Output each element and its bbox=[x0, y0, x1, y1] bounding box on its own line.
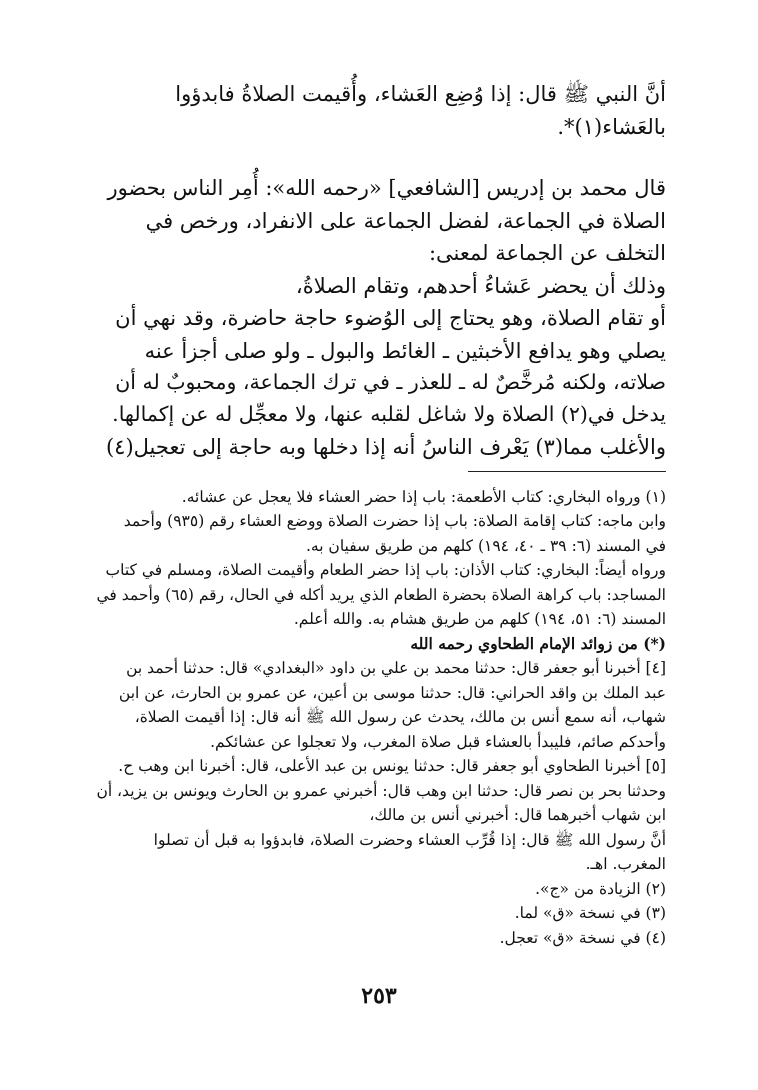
footnote-line: [٥] أخبرنا الطحاوي أبو جعفر قال: حدثنا يونس بن عبد الأعلى، قال: أخبرنا ابن وهب ح. bbox=[118, 757, 666, 776]
body-line: التخلف عن الجماعة لمعنى: bbox=[428, 241, 666, 266]
footnote-line: ابن شهاب أخبرهما قال: أخبرني أنس بن مالك، bbox=[369, 806, 666, 825]
footnote-line: أنَّ رسول الله ﷺ قال: إذا قُرِّب العشاء وحضرت الصلاة، فابدؤوا به قبل أن تصلوا bbox=[153, 830, 666, 849]
quote-line: بالعَشاء(١)*. bbox=[557, 114, 666, 139]
body-line: يدخل في(٢) الصلاة ولا شاغل لقلبه عنها، ولا معجِّل له عن إكمالها. bbox=[112, 402, 666, 427]
footnote-separator bbox=[468, 471, 666, 472]
body-line: قال محمد بن إدريس [الشافعي] «رحمه الله»: أُمِر الناس بحضور bbox=[107, 176, 666, 200]
footnote-line: (٢) الزيادة من «ج». bbox=[535, 879, 666, 898]
footnote-line: (٣) في نسخة «ق» لما. bbox=[514, 904, 666, 923]
footnote-line: شهاب، أنه سمع أنس بن مالك، يحدث عن رسول الله ﷺ أنه قال: إذا أقيمت الصلاة، bbox=[134, 708, 666, 727]
footnote-line: وابن ماجه: كتاب إقامة الصلاة: باب إذا حضرت الصلاة ووضع العشاء رقم (٩٣٥) وأحمد bbox=[123, 512, 666, 531]
main-body-text bbox=[106, 172, 666, 463]
page-number: ٢٥٣ bbox=[361, 983, 397, 1009]
body-line: وذلك أن يحضر عَشاءُ أحدهم، وتقام الصلاةُ، bbox=[295, 273, 666, 298]
quote-line: أنَّ النبي ﷺ قال: إذا وُضِع العَشاء، وأُقيمت الصلاةُ فابدؤوا bbox=[175, 82, 666, 106]
body-line: الصلاة في الجماعة، لفضل الجماعة على الانفراد، ورخص في bbox=[145, 208, 666, 233]
footnote-line: ورواه أيضاً: البخاري: كتاب الأذان: باب إذا حضر الطعام وأقيمت الصلاة، ومسلم في كتاب bbox=[105, 561, 666, 580]
footnote-line: المساجد: باب كراهة الصلاة بحضرة الطعام الذي يريد أكله في الحال، رقم (٦٥) وأحمد في bbox=[96, 585, 666, 604]
footnote-line: في المسند (٦: ٣٩ ـ ٤٠، ١٩٤) كلهم من طريق سفيان به. bbox=[305, 536, 666, 555]
footnote-heading: (*) من زوائد الإمام الطحاوي رحمه الله bbox=[410, 633, 666, 653]
body-line: يصلي وهو يدافع الأخبثين ـ الغائط والبول ـ ولو صلى أجزأ عنه bbox=[144, 338, 666, 363]
footnote-line: المسند (٦: ٥١، ١٩٤) كلهم من طريق هشام به. والله أعلم. bbox=[293, 610, 666, 629]
body-line: أو تقام الصلاة، وهو يحتاج إلى الوُضوء حاجة حاضرة، وقد نهي أن bbox=[115, 306, 666, 331]
hadith-quote bbox=[106, 78, 666, 143]
footnote-line: عبد الملك بن واقد الحراني: قال: حدثنا موسى بن أعين، عن عمرو بن الحارث، عن ابن bbox=[118, 683, 666, 702]
footnote-line: [٤] أخبرنا أبو جعفر قال: حدثنا محمد بن علي بن داود «البغدادي» قال: حدثنا أحمد بن bbox=[126, 659, 666, 678]
body-line: صلاته، ولكنه مُرخَّصٌ له ـ للعذر ـ في ترك الجماعة، ومحبوبٌ له أن bbox=[115, 370, 666, 395]
footnotes bbox=[86, 485, 666, 950]
footnote-line: وحدثنا بحر بن نصر قال: حدثنا ابن وهب قال: أخبرني عمرو بن الحارث ويونس بن يزيد، أن bbox=[96, 781, 666, 800]
footnote-line: (٤) في نسخة «ق» تعجل. bbox=[499, 928, 666, 947]
footnote-line: المغرب. اهـ. bbox=[585, 855, 666, 874]
body-line: والأغلب مما(٣) يَعْرف الناسُ أنه إذا دخلها وبه حاجة إلى تعجيل(٤) bbox=[105, 434, 666, 459]
footnote-line: (١) ورواه البخاري: كتاب الأطعمة: باب إذا حضر العشاء فلا يعجل عن عشائه. bbox=[181, 488, 666, 506]
footnote-line: وأحدكم صائم، فليبدأ بالعشاء قبل صلاة المغرب، ولا تعجلوا عن عشائكم. bbox=[210, 732, 666, 751]
